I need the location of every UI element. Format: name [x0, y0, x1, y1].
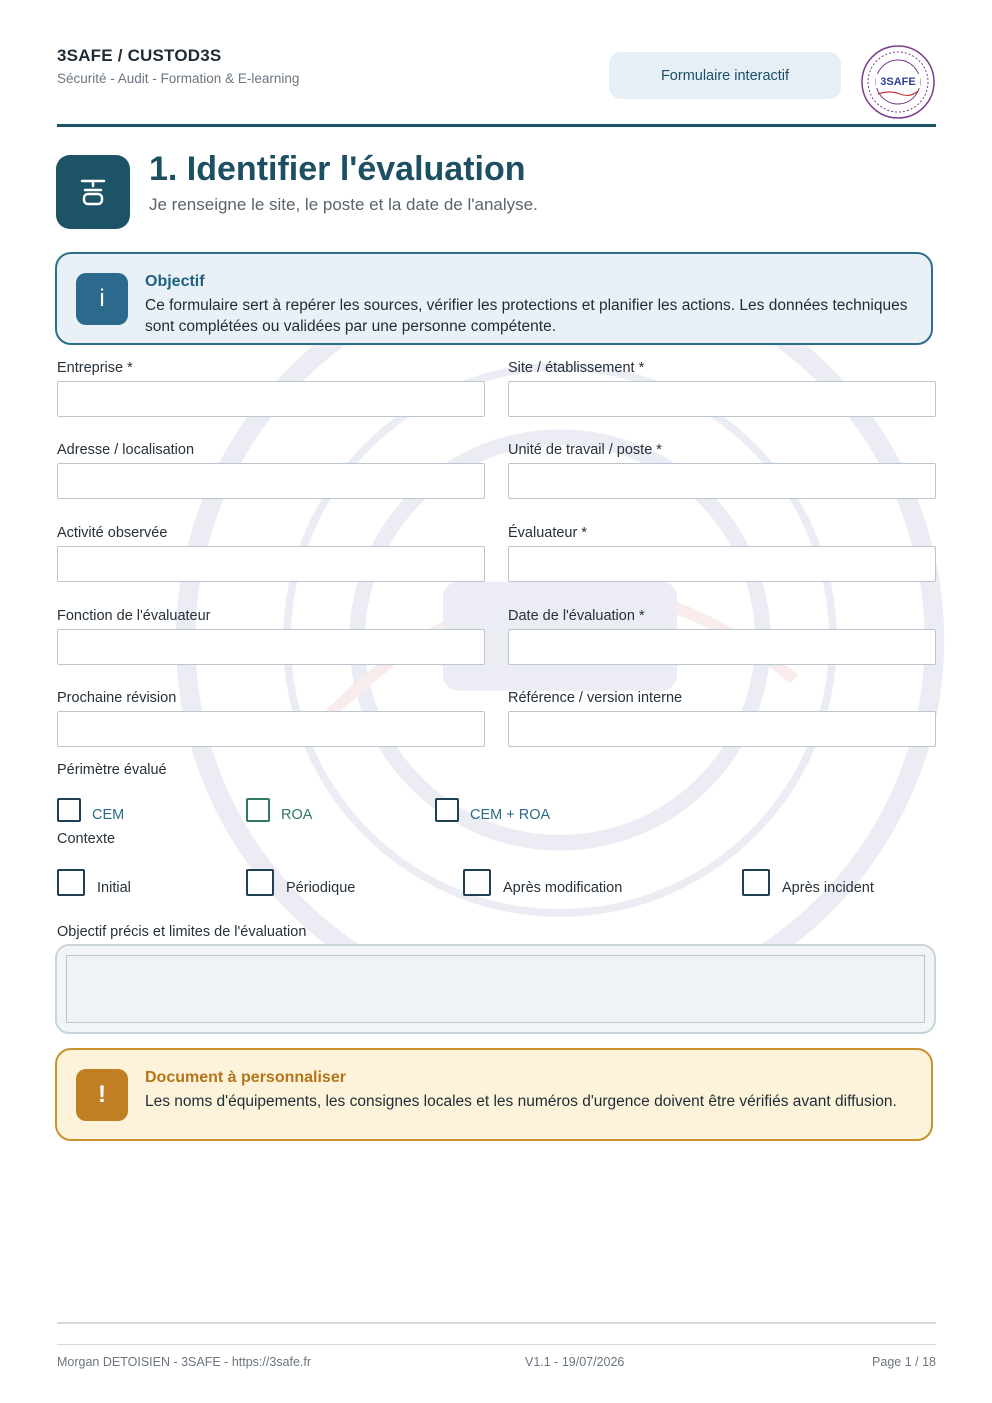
work-unit-input[interactable]: [508, 463, 936, 499]
activity-input[interactable]: [57, 546, 485, 582]
context-periodic-checkbox[interactable]: [246, 869, 274, 896]
info-icon: i: [76, 273, 128, 325]
footer-divider-secondary: [57, 1344, 936, 1345]
address-input[interactable]: [57, 463, 485, 499]
context-after-change-checkbox[interactable]: [463, 869, 491, 896]
context-periodic-label: Périodique: [286, 880, 356, 896]
evaluator-input[interactable]: [508, 546, 936, 582]
reference-input[interactable]: [508, 711, 936, 747]
section-subtitle: Je renseigne le site, le poste et la date de l'analyse.: [149, 195, 538, 214]
warning-callout: [55, 1048, 933, 1141]
context-after-incident-checkbox[interactable]: [742, 869, 770, 896]
perimeter-label: Périmètre évalué: [57, 762, 167, 778]
activity-label: Activité observée: [57, 525, 168, 541]
id-card-icon: [56, 155, 130, 229]
eval-date-label: Date de l'évaluation *: [508, 608, 645, 624]
brand-name: 3SAFE / CUSTOD3S: [57, 46, 222, 65]
site-input[interactable]: [508, 381, 936, 417]
context-label: Contexte: [57, 831, 116, 847]
warning-icon: !: [76, 1069, 128, 1121]
evaluator-role-input[interactable]: [57, 629, 485, 665]
context-after-change-label: Après modification: [503, 880, 623, 896]
reference-label: Référence / version interne: [508, 690, 683, 706]
perimeter-cem-roa-checkbox[interactable]: [435, 798, 459, 822]
info-callout: [55, 252, 933, 345]
perimeter-roa-checkbox[interactable]: [246, 798, 270, 822]
brand-tagline: Sécurité - Audit - Formation & E-learning: [57, 71, 300, 86]
footer-page-number: Page 1 / 18: [872, 1355, 936, 1369]
context-after-incident-label: Après incident: [782, 880, 874, 896]
site-label: Site / établissement *: [508, 360, 645, 376]
context-initial-checkbox[interactable]: [57, 869, 85, 896]
warning-callout-text: Les noms d'équipements, les consignes locales et les numéros d'urgence doivent être vérifiés avant diffusion.: [145, 1093, 897, 1110]
svg-text:3SAFE: 3SAFE: [880, 76, 916, 88]
company-input[interactable]: [57, 381, 485, 417]
objective-label: Objectif précis et limites de l'évaluation: [57, 924, 307, 940]
footer-divider: [57, 1322, 936, 1324]
address-label: Adresse / localisation: [57, 442, 195, 458]
perimeter-cem-roa-label: CEM + ROA: [470, 807, 551, 823]
objective-textarea[interactable]: [66, 955, 925, 1023]
next-review-label: Prochaine révision: [57, 690, 177, 706]
evaluator-label: Évaluateur *: [508, 525, 587, 541]
perimeter-cem-label: CEM: [92, 807, 125, 823]
section-title: 1. Identifier l'évaluation: [149, 150, 526, 188]
next-review-input[interactable]: [57, 711, 485, 747]
info-callout-title: Objectif: [145, 273, 205, 290]
perimeter-roa-label: ROA: [281, 807, 313, 823]
header-divider: [57, 124, 936, 127]
company-seal-logo: [860, 44, 936, 120]
work-unit-label: Unité de travail / poste *: [508, 442, 662, 458]
perimeter-cem-checkbox[interactable]: [57, 798, 81, 822]
company-label: Entreprise *: [57, 360, 133, 376]
info-callout-text: Ce formulaire sert à repérer les sources, vérifier les protections et planifier les actions. Les données techniques sont complétées ou validées par une personne compétente.: [145, 297, 908, 335]
form-type-badge: Formulaire interactif: [609, 52, 841, 99]
footer-version: V1.1 - 19/07/2026: [525, 1355, 625, 1369]
footer-author: Morgan DETOISIEN - 3SAFE - https://3safe.fr: [57, 1355, 312, 1369]
warning-callout-title: Document à personnaliser: [145, 1069, 346, 1086]
context-initial-label: Initial: [97, 880, 131, 896]
evaluator-role-label: Fonction de l'évaluateur: [57, 608, 211, 624]
eval-date-input[interactable]: [508, 629, 936, 665]
